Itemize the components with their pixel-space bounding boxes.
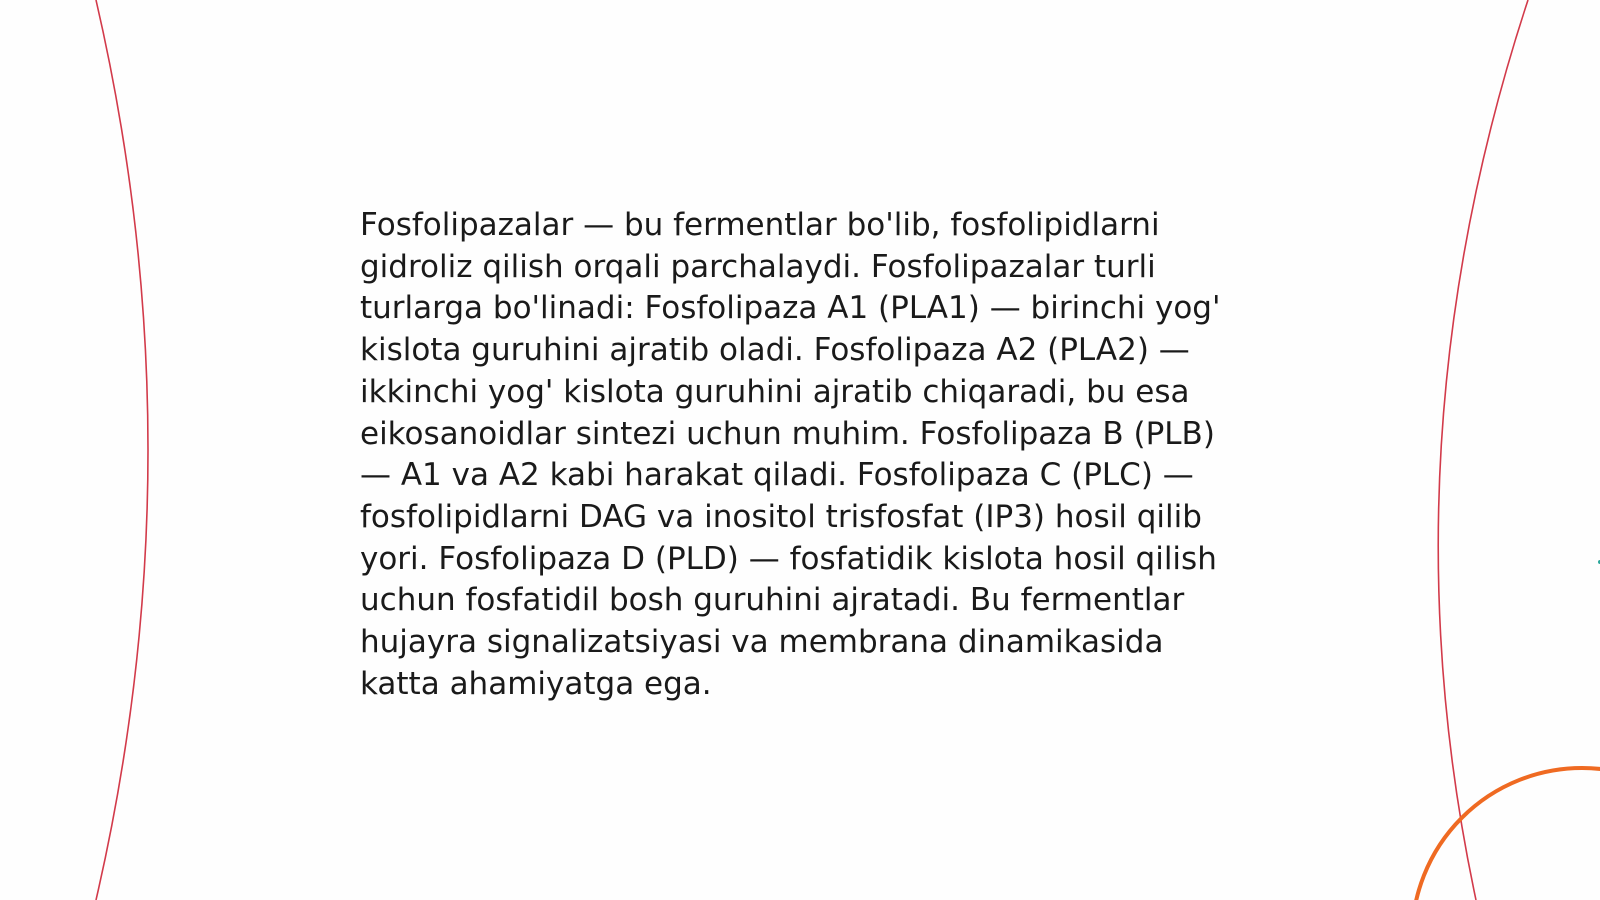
right-frame-curve <box>1438 0 1528 900</box>
accent-arc <box>1412 768 1600 900</box>
body-paragraph: Fosfolipazalar — bu fermentlar bo'lib, fosfolipidlarni gidroliz qilish orqali parchalaydi. Fosfolipazalar turli turlarga bo'linadi: Fosfolipaza A1 (PLA1) — birinchi yog' kislota guruhini ajratib oladi. Fosfolipaza A2 (PLA2) — ikkinchi yog' kislota guruhini ajratib chiqaradi, bu esa eikosanoidlar sintezi uchun muhim. Fosfolipaza B (PLB) — A1 va A2 kabi harakat qiladi. Fosfolipaza C (PLC) — fosfolipidlarni DAG va inositol trisfosfat (IP3) hosil qilib yori. Fosfolipaza D (PLD) — fosfatidik kislota hosil qilish uchun fosfatidil bosh guruhini ajratadi. Bu fermentlar hujayra signalizatsiyasi va membrana dinamikasida katta ahamiyatga ega. <box>360 207 1221 702</box>
left-frame-curve <box>96 0 148 900</box>
